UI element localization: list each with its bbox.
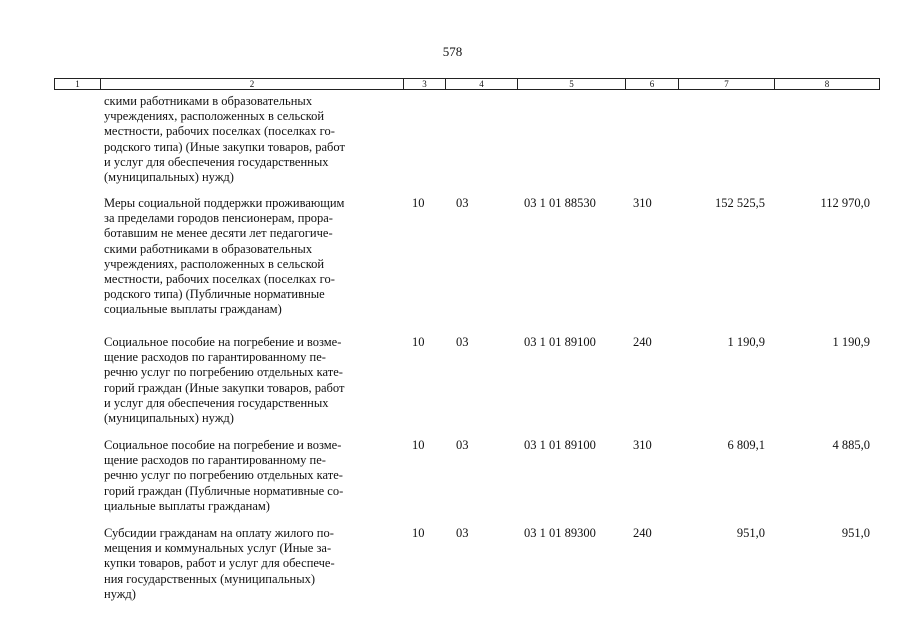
- row-subsection: 03: [456, 335, 469, 349]
- row-target-article: 03 1 01 89100: [524, 438, 596, 452]
- header-col-7: 7: [678, 79, 774, 89]
- row-expense-type: 310: [633, 196, 652, 210]
- row-sum-a: 6 809,1: [727, 438, 765, 452]
- row-sum-b: 4 885,0: [832, 438, 870, 452]
- header-col-3: 3: [403, 79, 445, 89]
- header-col-2: 2: [100, 79, 403, 89]
- header-col-1: 1: [75, 79, 80, 89]
- row-section: 10: [412, 438, 425, 452]
- row-description: Меры социальной поддержки проживающим за пределами городов пенсионерам, прора- ботавшим не менее десяти лет педагогиче- скими работниками в образовательных учреждениях, расположенных в сельской местности, рабочих поселках (поселках го- родского типа) (Публичные нормативные социальные выплаты гражданам): [104, 196, 345, 317]
- row-subsection: 03: [456, 196, 469, 210]
- row-sum-a: 951,0: [736, 526, 765, 540]
- row-sum-b: 951,0: [841, 526, 870, 540]
- row-section: 10: [412, 335, 425, 349]
- header-col-5: 5: [517, 79, 625, 89]
- row-description: Социальное пособие на погребение и возме- щение расходов по гарантированному пе- речню услуг по погребению отдельных кате- горий граждан (Публичные нормативные со- циальные выплаты гражданам): [104, 438, 344, 513]
- row-target-article: 03 1 01 89300: [524, 526, 596, 540]
- row-section: 10: [412, 196, 425, 210]
- row-sum-a: 152 525,5: [715, 196, 765, 210]
- row-target-article: 03 1 01 88530: [524, 196, 596, 210]
- row-description: Социальное пособие на погребение и возме- щение расходов по гарантированному пе- речню услуг по погребению отдельных кате- горий граждан (Иные закупки товаров, работ и услуг для обеспечения государственных (муниципальных) нужд): [104, 335, 345, 426]
- row-sum-a: 1 190,9: [727, 335, 765, 349]
- page-number: 578: [442, 44, 463, 59]
- row-description: Субсидии гражданам на оплату жилого по- мещения и коммунальных услуг (Иные за- купки товаров, работ и услуг для обеспече- ния государственных (муниципальных) нужд): [104, 526, 335, 601]
- row-sum-b: 1 190,9: [832, 335, 870, 349]
- row-subsection: 03: [456, 526, 469, 540]
- row-description: скими работниками в образовательных учреждениях, расположенных в сельской местности, рабочих поселках (поселках го- родского типа) (Иные закупки товаров, работ и услуг для обеспечения государственных (муниципальных) нужд): [104, 94, 345, 185]
- row-expense-type: 240: [633, 526, 652, 540]
- row-section: 10: [412, 526, 425, 540]
- header-col-6: 6: [625, 79, 678, 89]
- row-expense-type: 310: [633, 438, 652, 452]
- row-subsection: 03: [456, 438, 469, 452]
- row-sum-b: 112 970,0: [820, 196, 870, 210]
- row-expense-type: 240: [633, 335, 652, 349]
- header-col-4: 4: [445, 79, 517, 89]
- row-target-article: 03 1 01 89100: [524, 335, 596, 349]
- table-header: [54, 78, 880, 90]
- header-col-8: 8: [774, 79, 879, 89]
